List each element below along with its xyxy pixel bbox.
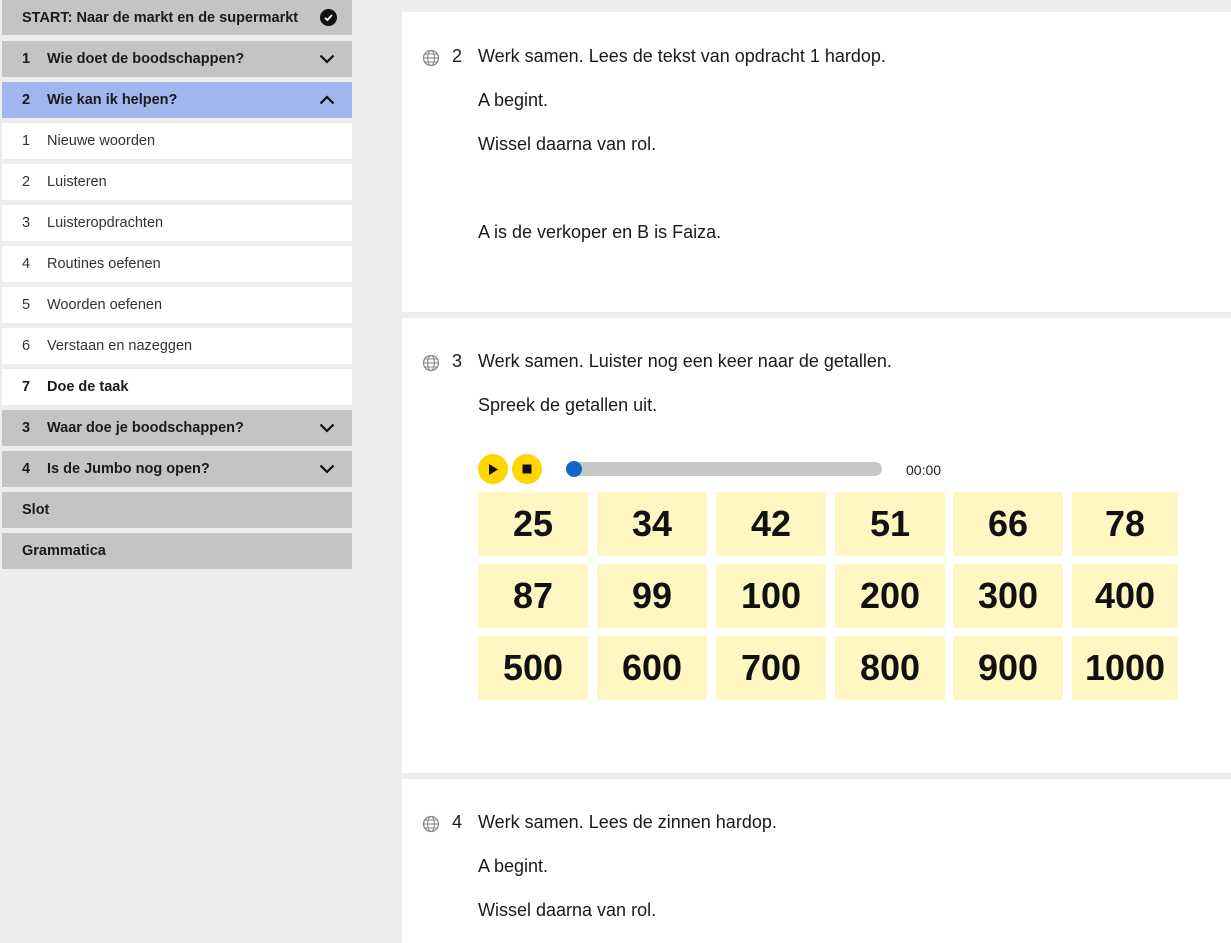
sidebar-subitem-label: Nieuwe woorden [47,133,156,149]
globe-icon[interactable] [422,815,440,833]
sidebar-slot-label: Slot [22,502,50,518]
sidebar-section-4[interactable] [2,451,352,487]
number-tile[interactable]: 78 [1072,492,1178,556]
sidebar-grammatica[interactable] [2,533,352,569]
number-tile[interactable]: 900 [953,636,1063,700]
number-tile[interactable]: 400 [1072,564,1178,628]
sidebar-subitem-doe-de-taak[interactable] [2,369,352,405]
number-tile[interactable]: 34 [597,492,707,556]
sidebar-section-num: 4 [22,461,31,477]
exercise-card-3 [402,318,1231,773]
number-grid [478,492,1178,700]
globe-icon[interactable] [422,49,440,67]
sidebar-subitem-luisteropdrachten[interactable] [2,205,352,241]
exercise-instruction: A is de verkoper en B is Faiza. [478,222,722,242]
play-button[interactable] [478,454,508,484]
sidebar-subitem-label: Verstaan en nazeggen [47,338,193,354]
audio-time: 00:00 [906,462,942,478]
sidebar-subitem-num: 6 [22,338,31,354]
sidebar-section-2[interactable] [2,82,352,118]
chevron-up-icon[interactable] [316,89,338,111]
audio-progress-handle[interactable] [566,461,582,477]
sidebar-subitem-verstaan-en-nazeggen[interactable] [2,328,352,364]
sidebar-subitem-label: Woorden oefenen [47,297,163,313]
sidebar [0,0,354,943]
sidebar-section-label: Wie doet de boodschappen? [47,51,245,67]
number-tile[interactable]: 200 [835,564,945,628]
chevron-down-icon[interactable] [316,48,338,70]
sidebar-subitem-label: Routines oefenen [47,256,161,272]
number-tile[interactable]: 25 [478,492,588,556]
chevron-down-icon[interactable] [316,417,338,439]
exercise-instruction: Werk samen. Lees de tekst van opdracht 1 hardop. [478,46,886,66]
exercise-card-2 [402,12,1231,312]
sidebar-subitem-luisteren[interactable] [2,164,352,200]
sidebar-grammatica-label: Grammatica [22,543,106,559]
sidebar-subitem-label: Luisteren [47,174,107,190]
exercise-instruction: Spreek de getallen uit. [478,395,658,415]
exercise-instruction: Werk samen. Lees de zinnen hardop. [478,812,777,832]
number-tile[interactable]: 1000 [1072,636,1178,700]
sidebar-start-label: START: Naar de markt en de supermarkt [22,9,299,26]
chevron-down-icon[interactable] [316,458,338,480]
exercise-instruction: Wissel daarna van rol. [478,134,657,154]
number-tile[interactable]: 500 [478,636,588,700]
number-tile[interactable]: 300 [953,564,1063,628]
exercise-instruction: A begint. [478,90,549,110]
stop-icon [522,464,532,474]
sidebar-subitem-num: 5 [22,297,31,313]
check-circle-icon [320,9,337,26]
number-tile[interactable]: 800 [835,636,945,700]
audio-progress-track[interactable] [568,462,882,476]
sidebar-section-3[interactable] [2,410,352,446]
exercise-number: 4 [452,812,463,832]
exercise-number: 3 [452,351,463,371]
exercise-card-4 [402,779,1231,943]
sidebar-section-label: Wie kan ik helpen? [47,92,178,108]
number-tile[interactable]: 600 [597,636,707,700]
sidebar-section-label: Waar doe je boodschappen? [47,420,244,436]
sidebar-section-label: Is de Jumbo nog open? [47,461,210,477]
number-tile[interactable]: 51 [835,492,945,556]
sidebar-subitem-woorden-oefenen[interactable] [2,287,352,323]
sidebar-subitem-num: 7 [22,379,31,395]
sidebar-section-num: 1 [22,51,31,67]
sidebar-section-num: 2 [22,92,31,108]
sidebar-subitem-num: 2 [22,174,31,190]
sidebar-subitem-num: 4 [22,256,31,272]
exercise-instruction: A begint. [478,856,549,876]
sidebar-subitem-label: Luisteropdrachten [47,215,164,231]
exercise-number: 2 [452,46,463,66]
play-icon [487,463,499,476]
globe-icon[interactable] [422,354,440,372]
number-tile[interactable]: 66 [953,492,1063,556]
sidebar-section-num: 3 [22,420,31,436]
exercise-instruction: Wissel daarna van rol. [478,900,657,920]
number-tile[interactable]: 99 [597,564,707,628]
number-tile[interactable]: 87 [478,564,588,628]
sidebar-slot[interactable] [2,492,352,528]
stop-button[interactable] [512,454,542,484]
sidebar-subitem-num: 3 [22,215,31,231]
sidebar-subitem-routines-oefenen[interactable] [2,246,352,282]
number-tile[interactable]: 100 [716,564,826,628]
exercise-instruction: Werk samen. Luister nog een keer naar de getallen. [478,351,892,371]
number-tile[interactable]: 42 [716,492,826,556]
sidebar-subitem-nieuwe-woorden[interactable] [2,123,352,159]
sidebar-section-1[interactable] [2,41,352,77]
sidebar-subitem-num: 1 [22,133,31,149]
sidebar-subitem-label: Doe de taak [47,379,129,395]
sidebar-start[interactable] [2,0,352,35]
number-tile[interactable]: 700 [716,636,826,700]
